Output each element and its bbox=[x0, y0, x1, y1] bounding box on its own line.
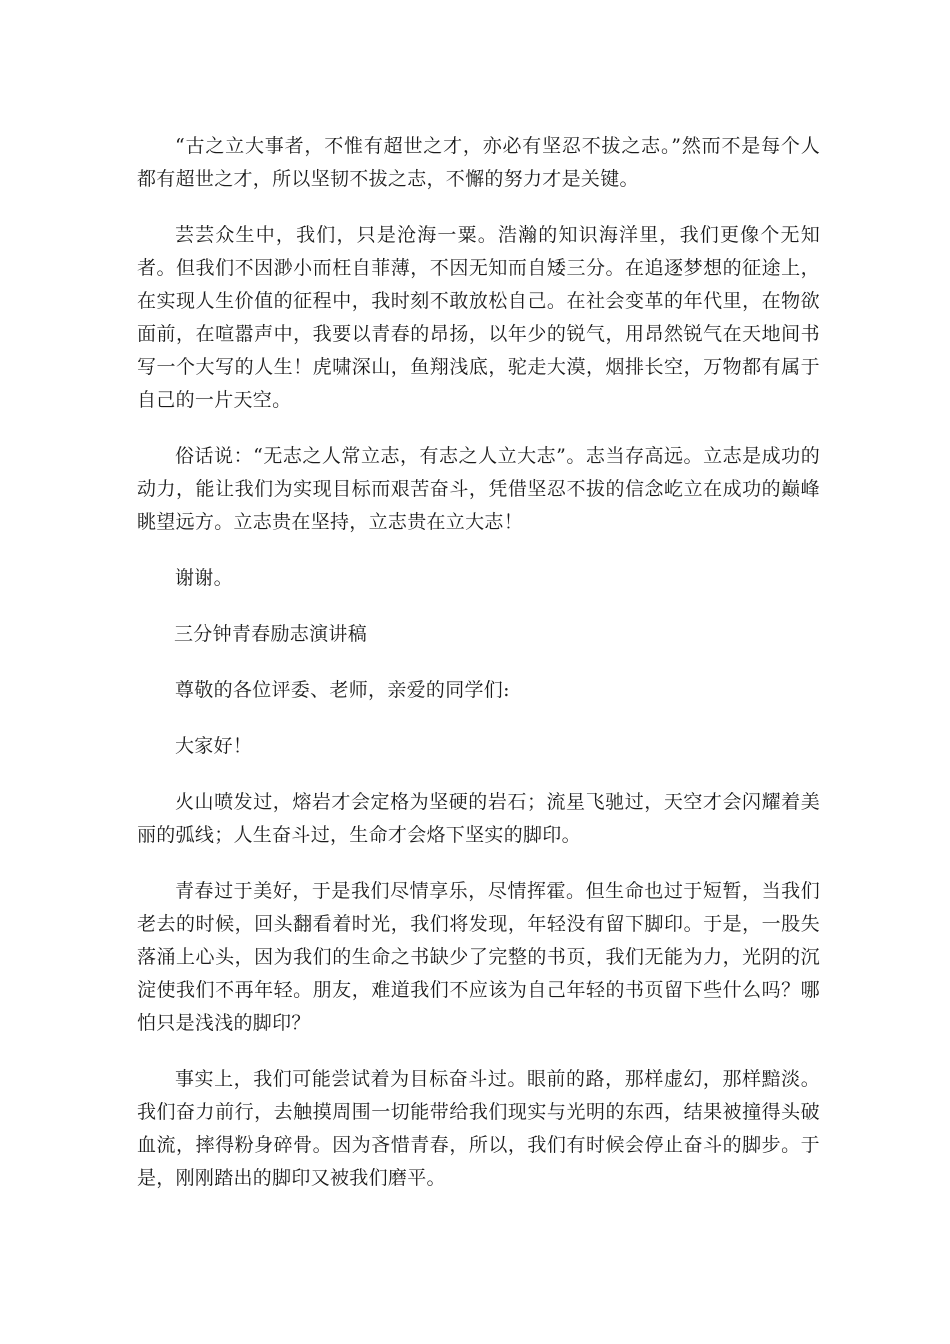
document-page bbox=[137, 130, 820, 1218]
paragraph-humble: 芸芸众生中，我们，只是沧海一粟。浩瀚的知识海洋里，我们更像个无知者。但我们不因渺小而枉自菲薄，不因无知而自矮三分。在追逐梦想的征途上，在实现人生价值的征程中，我时刻不敢放松自己。在社会变革的年代里，在物欲面前，在喧嚣声中，我要以青春的昂扬，以年少的锐气，用昂然锐气在天地间书写一个大写的人生！虎啸深山，鱼翔浅底，驼走大漠，烟排长空，万物都有属于自己的一片天空。 bbox=[137, 224, 820, 411]
paragraph-quote: “古之立大事者，不惟有超世之才，亦必有坚忍不拔之志。”然而不是每个人都有超世之才，所以坚韧不拔之志，不懈的努力才是关键。 bbox=[137, 135, 820, 190]
paragraph-youth: 青春过于美好，于是我们尽情享乐，尽情挥霍。但生命也过于短暂，当我们老去的时候，回头翻看着时光，我们将发现，年轻没有留下脚印。于是，一股失落涌上心头，因为我们的生命之书缺少了完整的书页，我们无能为力，光阴的沉淀使我们不再年轻。朋友，难道我们不应该为自己年轻的书页留下些什么吗？哪怕只是浅浅的脚印？ bbox=[137, 880, 820, 1034]
paragraph-volcano: 火山喷发过，熔岩才会定格为坚硬的岩石；流星飞驰过，天空才会闪耀着美丽的弧线；人生奋斗过，生命才会烙下坚实的脚印。 bbox=[137, 791, 820, 846]
section-title: 三分钟青春励志演讲稿 bbox=[174, 623, 368, 645]
paragraph-salutation: 尊敬的各位评委、老师，亲爱的同学们: bbox=[175, 679, 510, 701]
paragraph-thanks: 谢谢。 bbox=[175, 567, 233, 589]
paragraph-effort: 事实上，我们可能尝试着为目标奋斗过。眼前的路，那样虚幻，那样黯淡。我们奋力前行，去触摸周围一切能带给我们现实与光明的东西，结果被撞得头破血流，摔得粉身碎骨。因为吝惜青春，所以，我们有时候会停止奋斗的脚步。于是，刚刚踏出的脚印又被我们磨平。 bbox=[137, 1068, 820, 1189]
paragraph-greeting: 大家好！ bbox=[175, 735, 253, 757]
paragraph-proverb: 俗话说：“无志之人常立志，有志之人立大志”。志当存高远。立志是成功的动力，能让我们为实现目标而艰苦奋斗，凭借坚忍不拔的信念屹立在成功的巅峰眺望远方。立志贵在坚持，立志贵在立大志！ bbox=[137, 445, 820, 533]
